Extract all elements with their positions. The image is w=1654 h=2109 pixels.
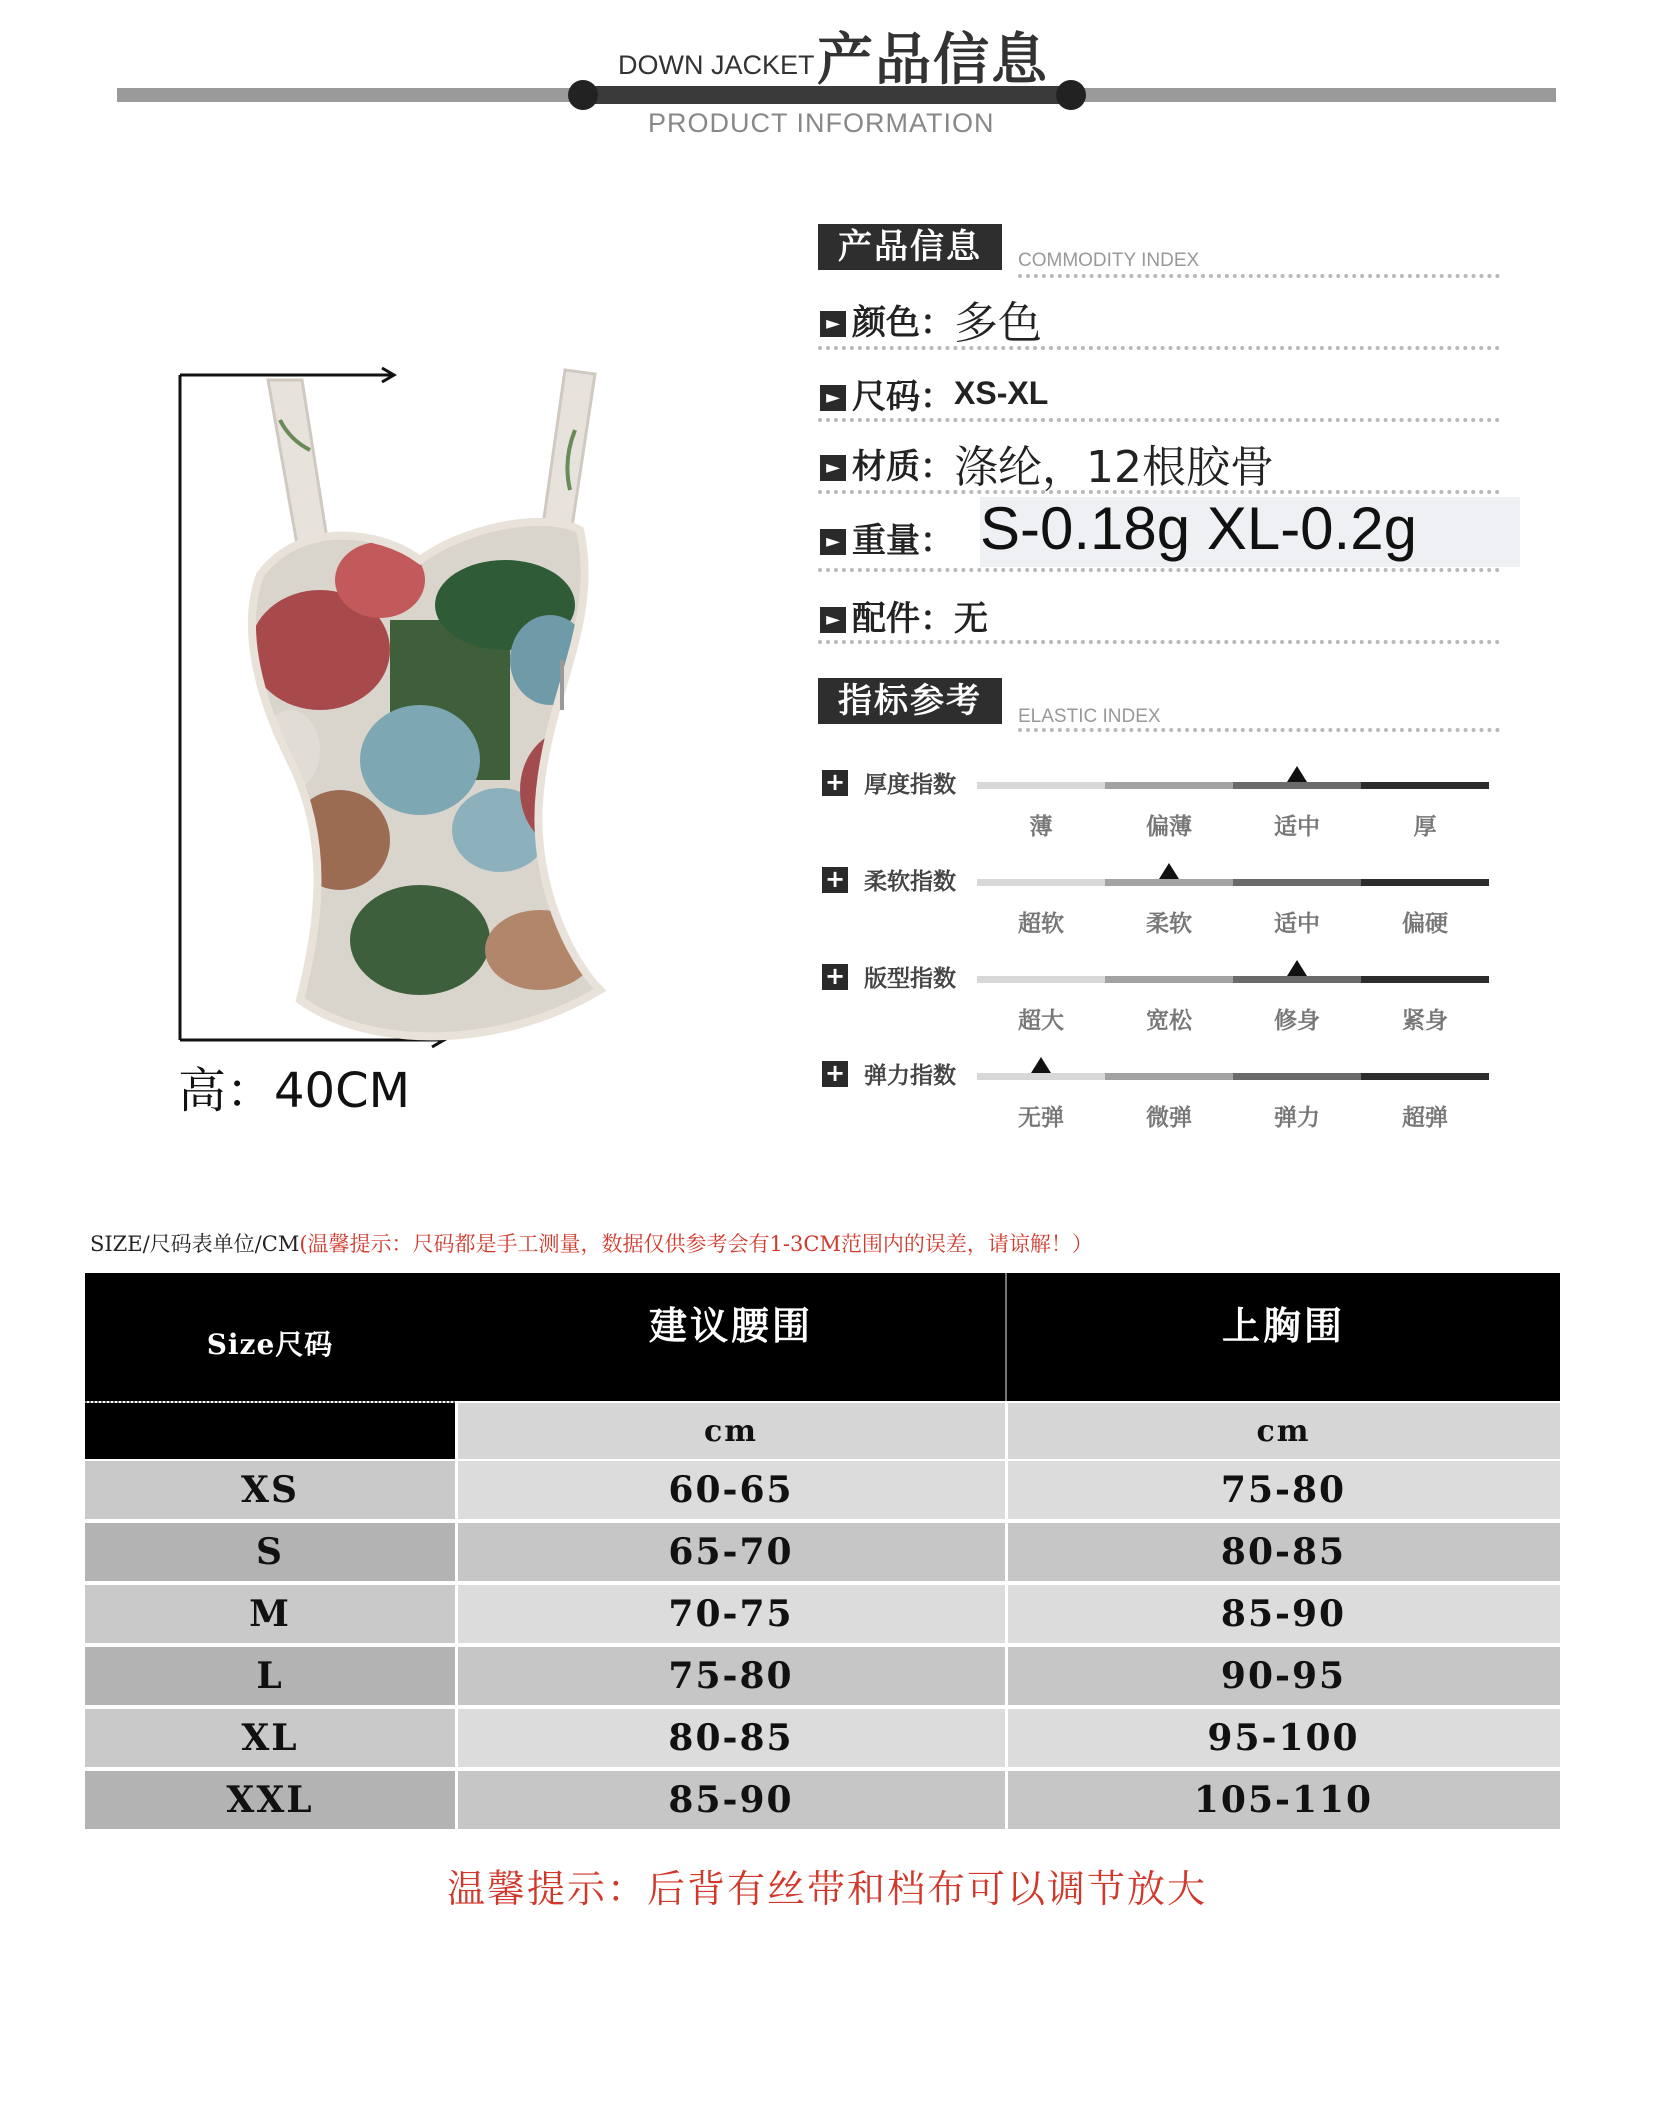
- arrow-icon: ►: [820, 385, 846, 411]
- plus-icon: +: [822, 867, 848, 893]
- index-bar-segment: [977, 879, 1105, 886]
- index-bar-segment: [1233, 782, 1361, 789]
- info-value: 无: [954, 598, 988, 639]
- info-label: 颜色：: [852, 302, 954, 343]
- index-tick-label: 适中: [1274, 911, 1320, 937]
- index-tick-label: 柔软: [1146, 911, 1192, 937]
- index-label: 版型指数: [864, 966, 956, 992]
- index-label: 弹力指数: [864, 1063, 956, 1089]
- commodity-en: COMMODITY INDEX: [1018, 250, 1200, 271]
- index-tick-label: 适中: [1274, 814, 1320, 840]
- arrow-icon: ►: [820, 529, 846, 555]
- table-cell: 80-85: [457, 1709, 1005, 1770]
- weight-value: S-0.18g XL-0.2g: [980, 495, 1417, 562]
- index-label: 厚度指数: [864, 772, 956, 798]
- index-marker-icon: [1031, 1057, 1051, 1073]
- arrow-icon: ►: [820, 455, 846, 481]
- info-row-weight: [820, 512, 954, 562]
- index-tick-label: 弹力: [1274, 1105, 1320, 1131]
- info-label: 尺码：: [852, 376, 954, 417]
- divider: [818, 346, 1500, 350]
- height-label: 高：40CM: [178, 1063, 411, 1119]
- index-tick-label: 无弹: [1018, 1105, 1064, 1131]
- table-cell: 65-70: [457, 1523, 1005, 1584]
- table-cell: 70-75: [457, 1585, 1005, 1646]
- index-tick-label: 超软: [1018, 911, 1064, 937]
- table-cell: 95-100: [1007, 1709, 1560, 1770]
- info-row-size: [820, 368, 1048, 418]
- table-cell: 105-110: [1007, 1771, 1560, 1832]
- table-cell: 75-80: [1007, 1461, 1560, 1522]
- unit-row: [85, 1403, 1560, 1459]
- info-value: XS-XL: [954, 374, 1049, 411]
- index-bar-segment: [1233, 879, 1361, 886]
- info-value: 涤纶，12根胶骨: [954, 442, 1274, 493]
- plus-icon: +: [822, 770, 848, 796]
- index-bar-segment: [1105, 1073, 1233, 1080]
- index-tick-label: 微弹: [1146, 1105, 1192, 1131]
- table-cell: XL: [85, 1709, 455, 1770]
- size-note: [90, 1228, 1093, 1258]
- info-label: 重量：: [852, 520, 954, 561]
- info-value: 多色: [954, 298, 1042, 349]
- info-label: 材质：: [852, 446, 954, 487]
- header-waist: 建议腰围: [648, 1303, 813, 1348]
- divider: [1018, 274, 1500, 278]
- index-bar-segment: [1105, 976, 1233, 983]
- index-tick-label: 宽松: [1146, 1008, 1192, 1034]
- header-divider: [1005, 1273, 1007, 1401]
- index-bar-segment: [977, 976, 1105, 983]
- index-row: [822, 867, 1522, 957]
- table-row: [85, 1647, 1560, 1708]
- index-bar-segment: [1361, 782, 1489, 789]
- plus-icon: +: [822, 1061, 848, 1087]
- table-cell: S: [85, 1523, 455, 1584]
- table-cell: 90-95: [1007, 1647, 1560, 1708]
- index-marker-icon: [1287, 766, 1307, 782]
- divider: [818, 640, 1500, 644]
- info-row-material: [820, 438, 1274, 493]
- index-tick-label: 薄: [1029, 814, 1053, 840]
- footer-tip: 温馨提示：后背有丝带和档布可以调节放大: [446, 1867, 1207, 1911]
- divider: [1018, 728, 1500, 732]
- info-row-color: [820, 294, 1042, 349]
- index-tick-label: 修身: [1274, 1008, 1320, 1034]
- table-cell: 75-80: [457, 1647, 1005, 1708]
- index-bar-segment: [1361, 976, 1489, 983]
- elastic-en: ELASTIC INDEX: [1018, 706, 1161, 727]
- index-tick-label: 紧身: [1402, 1008, 1448, 1034]
- header-subtitle: PRODUCT INFORMATION: [648, 108, 995, 138]
- table-cell: XS: [85, 1461, 455, 1522]
- info-label: 配件：: [852, 598, 954, 639]
- index-marker-icon: [1159, 863, 1179, 879]
- index-row: [822, 964, 1522, 1054]
- index-marker-icon: [1287, 960, 1307, 976]
- table-cell: M: [85, 1585, 455, 1646]
- table-cell: 60-65: [457, 1461, 1005, 1522]
- table-row: [85, 1461, 1560, 1522]
- index-row: [822, 1061, 1522, 1151]
- elastic-title: 指标参考: [818, 678, 1002, 724]
- table-header: [85, 1273, 1560, 1401]
- commodity-title: 产品信息: [818, 224, 1002, 270]
- table-cell: 85-90: [1007, 1585, 1560, 1646]
- header-bust: 上胸围: [1221, 1303, 1345, 1348]
- header-en-title: DOWN JACKET: [618, 50, 815, 80]
- arrow-icon: ►: [820, 607, 846, 633]
- index-bar-segment: [1105, 879, 1233, 886]
- index-bar-segment: [977, 1073, 1105, 1080]
- index-tick-label: 偏薄: [1146, 814, 1192, 840]
- index-bar-segment: [1105, 782, 1233, 789]
- table-cell: 85-90: [457, 1771, 1005, 1832]
- table-row: [85, 1771, 1560, 1832]
- divider: [818, 418, 1500, 422]
- table-row: [85, 1523, 1560, 1584]
- index-tick-label: 厚: [1413, 814, 1437, 840]
- unit-cell: cm: [1007, 1403, 1560, 1459]
- header-rule-left: [117, 88, 589, 102]
- header-size: Size尺码: [206, 1328, 334, 1361]
- header-dot-right: [1056, 80, 1086, 110]
- index-label: 柔软指数: [864, 869, 956, 895]
- table-cell: L: [85, 1647, 455, 1708]
- divider: [818, 568, 1500, 572]
- page-header: [0, 0, 1654, 150]
- index-tick-label: 超弹: [1402, 1105, 1448, 1131]
- index-bar-segment: [1361, 879, 1489, 886]
- table-cell: 80-85: [1007, 1523, 1560, 1584]
- plus-icon: +: [822, 964, 848, 990]
- header-cn-title: 产品信息: [817, 28, 1049, 93]
- info-row-accessory: [820, 590, 988, 640]
- index-tick-label: 超大: [1018, 1008, 1064, 1034]
- index-tick-label: 偏硬: [1402, 911, 1448, 937]
- size-note-warning: (温馨提示：尺码都是手工测量，数据仅供参考会有1-3CM范围内的误差，请谅解！）: [299, 1232, 1093, 1256]
- header-rule-right: [1072, 88, 1556, 102]
- table-row: [85, 1709, 1560, 1770]
- unit-cell: [85, 1403, 455, 1459]
- arrow-icon: ►: [820, 311, 846, 337]
- table-row: [85, 1585, 1560, 1646]
- index-bar-segment: [1233, 976, 1361, 983]
- col-divider: [455, 1403, 458, 2109]
- unit-cell: cm: [457, 1403, 1005, 1459]
- size-note-prefix: SIZE/尺码表单位/CM: [90, 1232, 300, 1256]
- index-row: [822, 770, 1522, 860]
- index-bar-segment: [1361, 1073, 1489, 1080]
- table-cell: XXL: [85, 1771, 455, 1832]
- index-bar-segment: [977, 782, 1105, 789]
- index-bar-segment: [1233, 1073, 1361, 1080]
- header-dot-left: [568, 80, 598, 110]
- product-image: [170, 360, 770, 1120]
- col-divider: [1005, 1403, 1008, 2109]
